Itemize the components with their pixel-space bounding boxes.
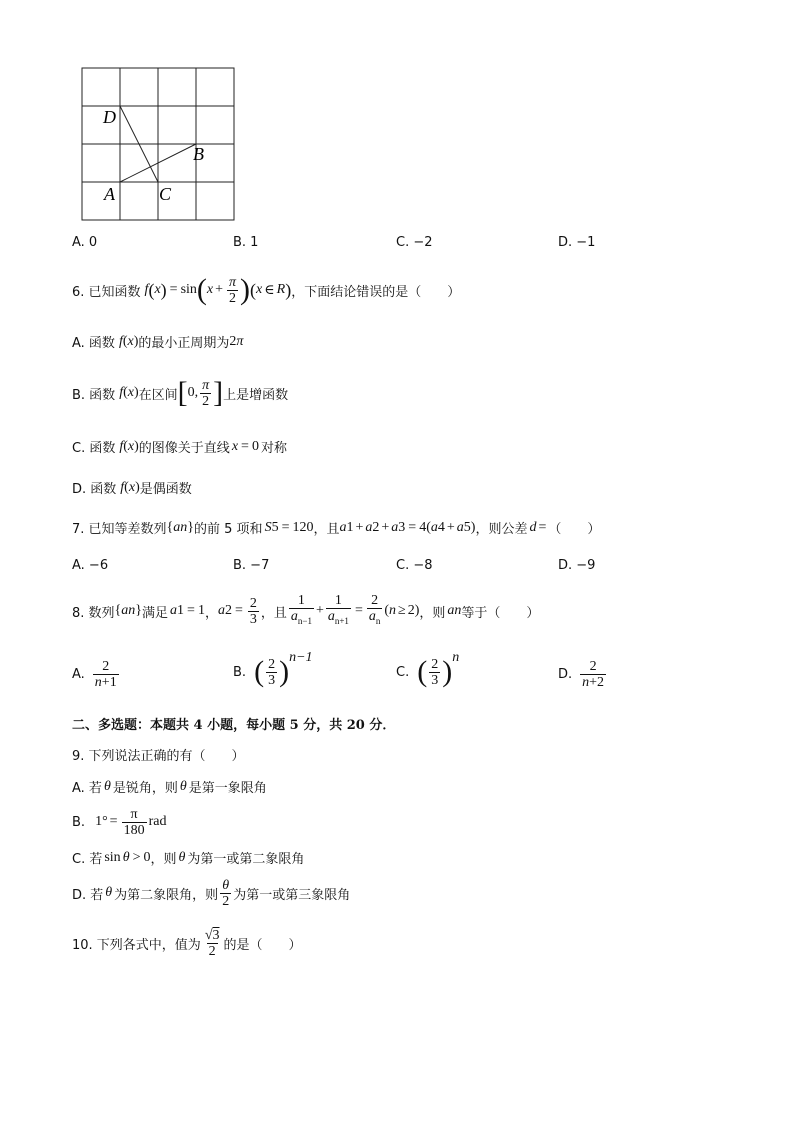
label-a: A xyxy=(104,184,115,204)
q9-option-c: C. 若 sin θ > 0 ，则 θ 为第一或第二象限角 xyxy=(72,849,305,867)
q7-option-b: B. −7 xyxy=(233,558,270,573)
q6-option-c: C. 函数 f ( x ) 的图像关于直线 x = 0 对称 xyxy=(72,438,287,456)
q8-option-c: C. ( $\frac{2}{3}$ ) n xyxy=(396,650,460,688)
label-b: B xyxy=(193,144,204,164)
label-d: D xyxy=(103,107,116,127)
q8-option-d: D. $\frac{2}{n+2}$ xyxy=(558,658,605,690)
q6-option-d: D. 函数 f ( x ) 是偶函数 xyxy=(72,479,192,497)
q9-option-d: D. 若 θ 为第二象限角，则 $\frac{\theta}{2}$ 为第一或第三象限角 xyxy=(72,877,351,909)
section-heading: 二、多选题：本题共 4 小题，每小题 5 分，共 20 分． xyxy=(72,718,396,733)
q7-option-d: D. −9 xyxy=(558,558,596,573)
q9-option-a: A. 若 θ 是锐角，则 θ 是第一象限角 xyxy=(72,778,267,796)
q9-option-b: B. 1° = $\frac{\pi}{180}$ rad xyxy=(72,806,167,838)
q10-stem: 10. 下列各式中，值为 $\frac{√3}{2}$ 的是（ ） xyxy=(72,927,302,959)
q5-option-c: C. −2 xyxy=(396,235,433,250)
q8-option-a: A. $\frac{2}{n+1}$ xyxy=(72,658,117,690)
q5-option-b: B. 1 xyxy=(233,235,259,250)
q6-option-b: B. 函数 f ( x ) 在区间 [ 0, $\frac{\pi}{2}$ ] 上是增函数 xyxy=(72,376,289,409)
q7-stem: 7. 已知等差数列 { a n } 的前 5 项和 S 5 = 120 ，且 a 1 + a 2 + a 3 = 4( a 4 + a 5 ) ，则公差 d = （ ） xyxy=(72,519,601,537)
q6-stem: 6. 已知函数 f ( x ) = sin ( x + $\frac{\pi}{2}$ ) ( x ∈ R ) ，下面结论错误的是（ ） xyxy=(72,273,461,306)
q5-option-a: A. 0 xyxy=(72,235,98,250)
q5-option-d: D. −1 xyxy=(558,235,596,250)
q6-option-a: A. 函数 f ( x ) 的最小正周期为 2 π xyxy=(72,333,244,351)
q8-option-b: B. ( $\frac{2}{3}$ ) n−1 xyxy=(233,650,313,688)
q7-option-c: C. −8 xyxy=(396,558,433,573)
q8-stem: 8. 数列 { a n } 满足 a 1 = 1 ， a 2 = $\frac{2}{3}$ ，且 $\frac{1}{a_{n-1}}$ + $\frac{1}{a_{n+1}}$ = $\frac{2}{a_n}$ ( n ≥ 2) ，则 a n 等于（ ） xyxy=(72,592,539,630)
label-c: C xyxy=(159,184,172,204)
q7-option-a: A. −6 xyxy=(72,558,109,573)
q9-stem: 9. 下列说法正确的有（ ） xyxy=(72,749,245,764)
grid-figure xyxy=(70,60,250,230)
